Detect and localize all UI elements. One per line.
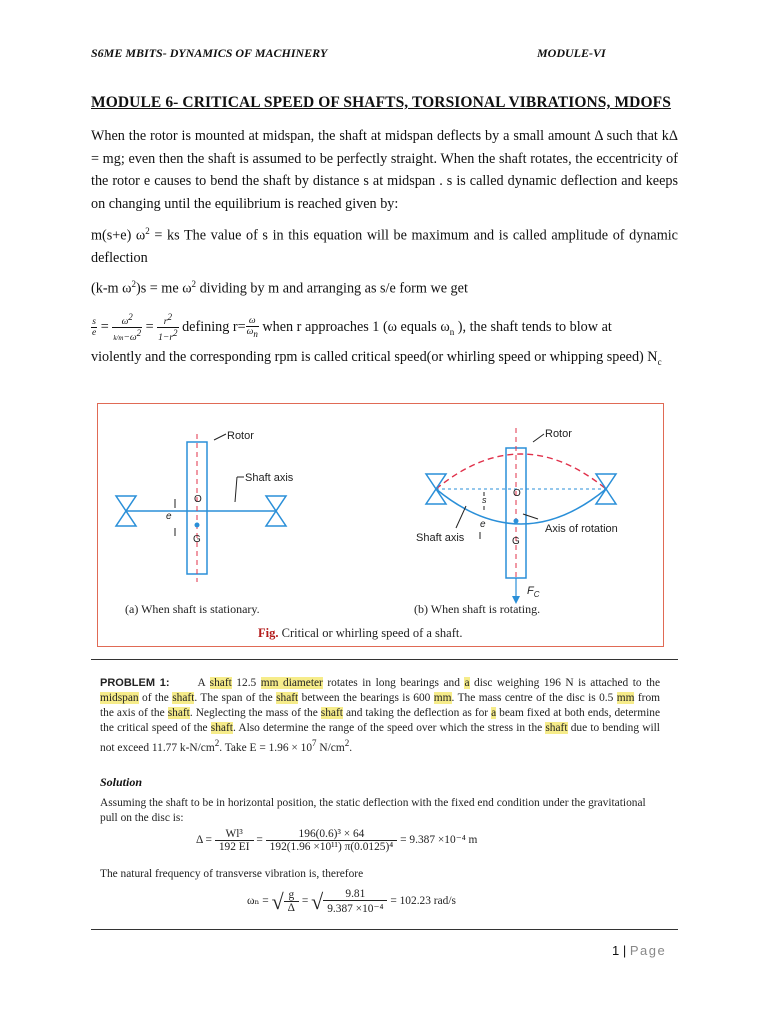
label-shaft-axis-a: Shaft axis — [245, 472, 294, 484]
figure-whirling-shaft — [97, 403, 664, 647]
paragraph-ratio-formula: $\frac{s}{e}$ = $\frac{\omega^2}{k/m-\omega^2}$ = $\frac{r^2}{1-r^2}$ defining r= $\frac{\omega}{\omega_n}$ when r approaches 1 (ω equals $\omega_n$ ), the shaft tends to blow at — [92, 312, 612, 344]
fraction-omega-squared: $\frac{\omega^2}{k/m-\omega^2}$ — [113, 312, 142, 344]
problem-label: PROBLEM 1: — [100, 677, 170, 689]
label-s-b: s — [482, 495, 487, 505]
paragraph-rotor-midspan: When the rotor is mounted at midspan, the shaft at midspan deflects by a small amount Δ such that kΔ = mg; even then the shaft is assumed to be perfectly straight. When the shaft rotates, the eccentricity of the rotor e causes to bend the shaft by distance s at midspan . s is called dynamic deflection and keeps on changing until the equilibrium is reached given by: — [91, 128, 678, 212]
page-footer: 1 | Page — [612, 943, 667, 958]
problem-statement: PROBLEM 1: A shaft 12.5 mm diameter rotates in long bearings and a disc weighing 196 N is attached to the midspan of the shaft. The span of the shaft between the bearings is 600 mm. The mass centre of the disc is 0.5 mm from the axis of the shaft. Neglecting the mass of the shaft and taking the deflection as for a beam fixed at both ends, determine the critical speed of the shaft. Also determine the range of the speed over which the stress in the shaft due to bending will not exceed 11.77 $k-N/cm^2$. Take $E = 1.96 \times 10^7$ $N/cm^2$. — [100, 677, 661, 754]
label-rotor-b: Rotor — [545, 428, 572, 440]
paragraph-critical-speed — [91, 346, 678, 373]
paragraph-arranging: (k-m $\omega^2)s$ = me $\omega^2$ dividing by m and arranging as s/e form we get — [91, 279, 468, 297]
equilibrium-text: = ks The value of s in this equation will be maximum and is called amplitude of dynamic deflection — [91, 227, 678, 267]
label-e-a: e — [166, 511, 172, 522]
label-rotor-a: Rotor — [227, 430, 254, 442]
caption-rotating: (b) When shaft is rotating. — [414, 602, 541, 616]
fraction-omega-over-omegan: $\frac{\omega}{\omega_n}$ — [246, 316, 258, 340]
label-axis-of-rotation: Axis of rotation — [545, 523, 618, 535]
natural-frequency-text: The natural frequency of transverse vibration is, therefore — [100, 868, 364, 880]
page-number: 1 — [612, 943, 620, 958]
arranging-a: (k-m ω — [91, 280, 132, 297]
critical-speed-text: violently and the corresponding rpm is called critical speed(or whirling speed or whipping speed) N — [91, 349, 658, 365]
ratio-sub-n: n — [449, 326, 455, 337]
figure-diagram — [98, 404, 665, 648]
figure-caption: Fig. Critical or whirling speed of a shaft. — [258, 626, 463, 640]
fraction-s-over-e: $\frac{s}{e}$ — [92, 317, 97, 339]
paragraph-equilibrium: m(s+e) $\omega^2$ = ks The value of s in this equation will be maximum and is called amplitude of dynamic deflection — [91, 226, 678, 267]
caption-stationary: (a) When shaft is stationary. — [125, 602, 260, 616]
diagram-rotating — [416, 428, 618, 604]
label-g-b: G — [512, 536, 520, 547]
ratio-rest: when r approaches 1 (ω equals ω — [262, 318, 450, 335]
ratio-defining: defining r= — [182, 318, 246, 335]
page-title: MODULE 6- CRITICAL SPEED OF SHAFTS, TORSIONAL VIBRATIONS, MDOFS — [91, 94, 671, 111]
arranging-b: )s = me ω — [135, 280, 192, 297]
header-left: S6ME MBITS- DYNAMICS OF MACHINERY — [91, 46, 328, 60]
solution-heading: Solution — [100, 775, 143, 789]
divider-bottom — [91, 929, 678, 930]
solution-intro: Assuming the shaft to be in horizontal position, the static deflection with the fixed end condition under the gravitational pull on the disc is: — [100, 797, 646, 824]
label-o-a: O — [194, 494, 202, 505]
header-right: MODULE-VI — [537, 46, 606, 60]
label-e-b: e — [480, 519, 486, 530]
critical-speed-sub: c — [657, 356, 662, 367]
diagram-stationary — [116, 430, 294, 582]
label-g-a: G — [193, 534, 201, 545]
label-shaft-axis-b: Shaft axis — [416, 532, 465, 544]
label-fc: $F_C$ — [527, 585, 540, 599]
equilibrium-lhs: m(s+e) ω — [91, 227, 146, 244]
fraction-r-squared: $\frac{r^2}{1-r^2}$ — [158, 312, 178, 344]
equation-static-deflection: Δ = $\frac{\text{Wl³}}{192 EI}$ = $\frac{\text{196(0.6)³ × 64}}{\text{192(1.96 ×10¹¹) π(0.0125)⁴}}$ = 9.387 ×10⁻⁴ m — [196, 828, 478, 853]
equation-natural-frequency: ωₙ = √ $\frac{g}{\Delta}$ = √ $\frac{9.81}{\text{9.387 ×10⁻⁴}}$ = 102.23 rad/s — [247, 888, 456, 915]
page-label: Page — [629, 943, 667, 958]
arranging-c: dividing by m and arranging as s/e form we get — [196, 280, 468, 297]
divider-top — [91, 659, 678, 660]
ratio-tail: ), the shaft tends to blow at — [454, 318, 612, 335]
label-o-b: O — [513, 488, 521, 499]
